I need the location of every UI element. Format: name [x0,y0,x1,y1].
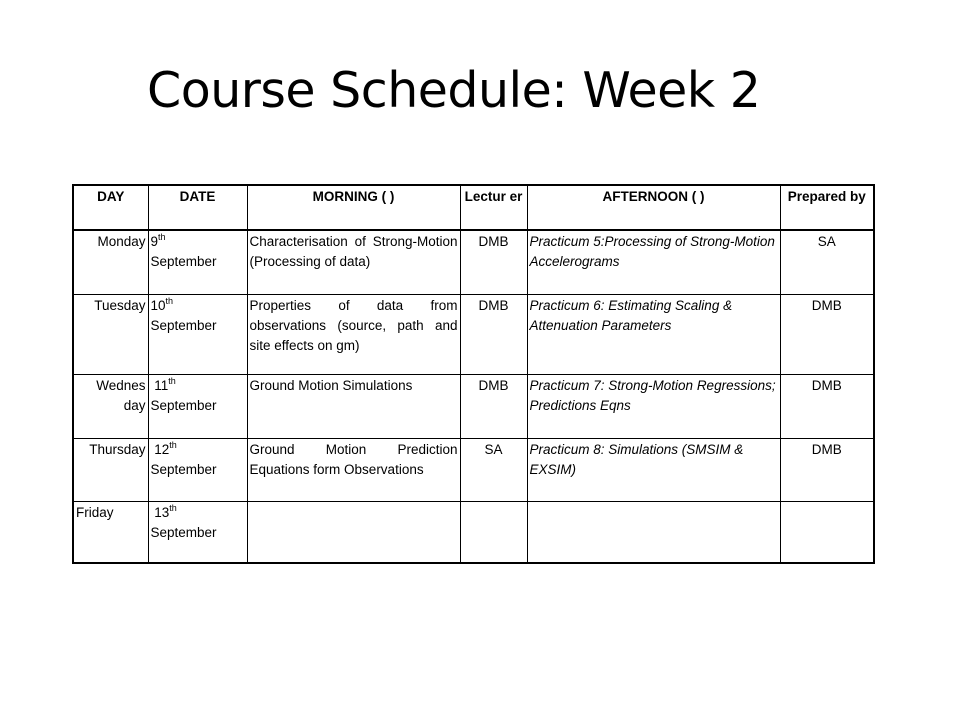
morning-cell [247,501,460,563]
afternoon-cell: Practicum 5:Processing of Strong-Motion Accelerograms [527,230,780,294]
day-cell: Wednes day [73,374,148,438]
header-date: DATE [148,185,247,230]
lecturer-cell: DMB [460,230,527,294]
afternoon-cell: Practicum 7: Strong-Motion Regressions; Predictions Eqns [527,374,780,438]
prepared-cell: DMB [780,438,874,501]
morning-cell: Properties of data from observations (source, path and site effects on gm) [247,294,460,374]
date-cell: 11th September [148,374,247,438]
table-row [73,501,874,563]
table-row [73,438,874,501]
morning-cell: Ground Motion Simulations [247,374,460,438]
prepared-cell: DMB [780,294,874,374]
table-row [73,374,874,438]
lecturer-cell: DMB [460,374,527,438]
date-cell: 13th September [148,501,247,563]
day-cell: Friday [73,501,148,563]
prepared-cell: DMB [780,374,874,438]
table-row [73,230,874,294]
page-title: Course Schedule: Week 2 [147,62,761,119]
schedule-table [72,184,875,564]
header-lecturer: Lectur er [460,185,527,230]
table-header-row [73,185,874,230]
afternoon-cell: Practicum 6: Estimating Scaling & Attenuation Parameters [527,294,780,374]
header-afternoon: AFTERNOON ( ) [527,185,780,230]
afternoon-cell: Practicum 8: Simulations (SMSIM & EXSIM) [527,438,780,501]
date-cell: 10th September [148,294,247,374]
day-cell: Monday [73,230,148,294]
table-row [73,294,874,374]
date-cell: 9th September [148,230,247,294]
morning-cell: Characterisation of Strong-Motion (Processing of data) [247,230,460,294]
lecturer-cell: SA [460,438,527,501]
header-day: DAY [73,185,148,230]
lecturer-cell [460,501,527,563]
day-cell: Thursday [73,438,148,501]
prepared-cell [780,501,874,563]
header-morning: MORNING ( ) [247,185,460,230]
day-cell: Tuesday [73,294,148,374]
date-cell: 12th September [148,438,247,501]
lecturer-cell: DMB [460,294,527,374]
morning-cell: Ground Motion Prediction Equations form Observations [247,438,460,501]
header-prepared-by: Prepared by [780,185,874,230]
afternoon-cell [527,501,780,563]
prepared-cell: SA [780,230,874,294]
